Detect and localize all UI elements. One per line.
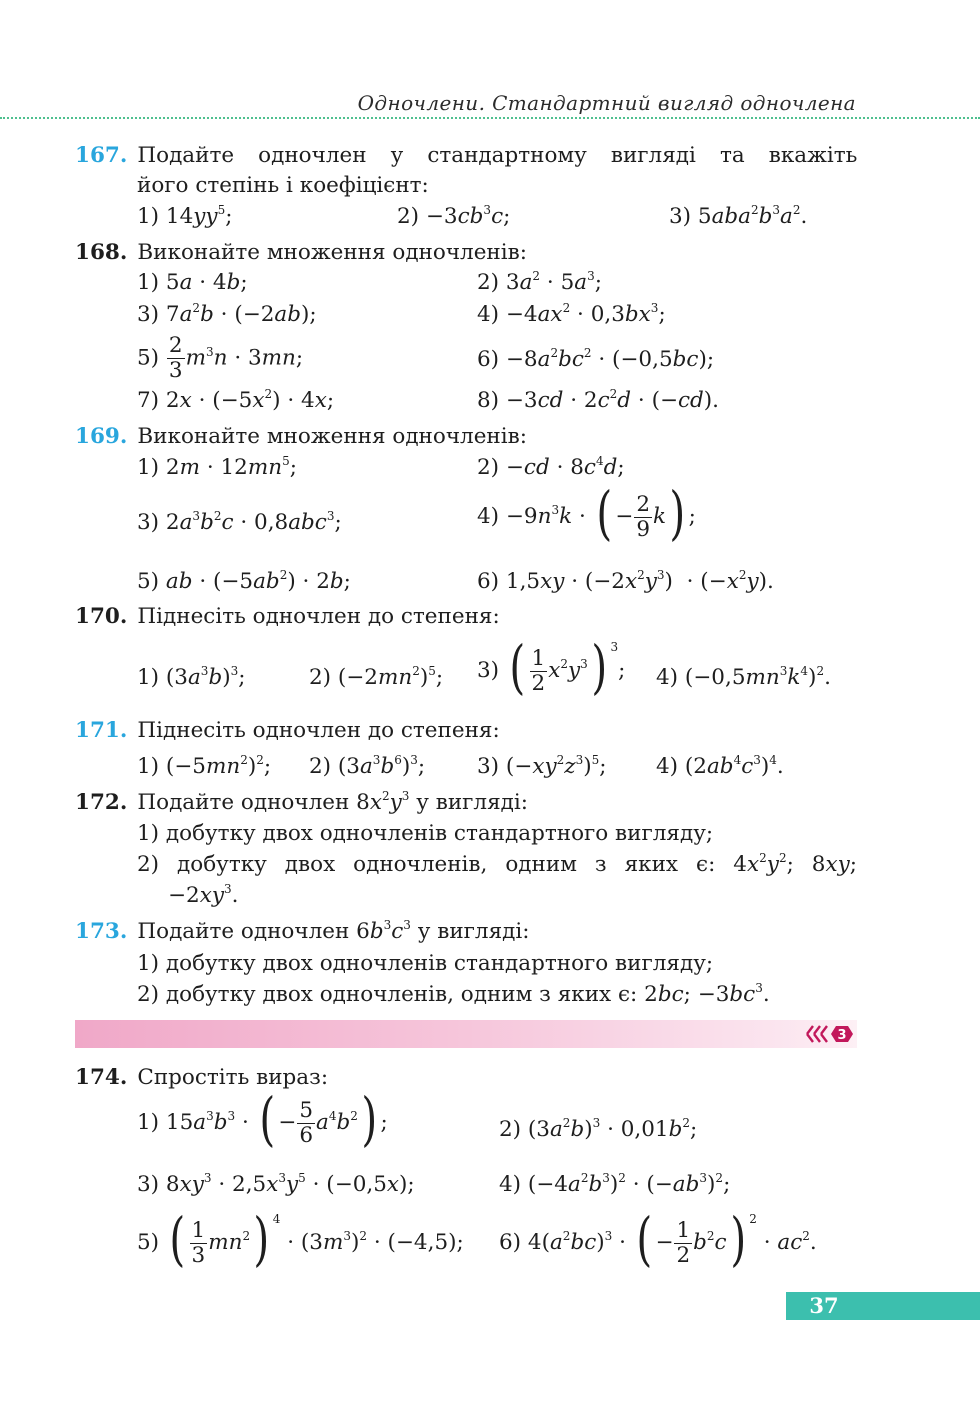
- level-3-badge-icon: [803, 1023, 855, 1045]
- task-171-1: 1) $(-5mn^2)^2$;: [137, 753, 272, 779]
- task-168-7: 7) $2x \cdot (-5x^2) \cdot 4x$;: [137, 387, 335, 413]
- exercise-number: 167.: [75, 143, 128, 168]
- task-168-4: $4) -4ax^2 \cdot 0,3bx^3$;: [477, 301, 666, 327]
- exercise-text: Піднесіть одночлен до степеня:: [137, 718, 500, 743]
- difficulty-level-bar: [75, 1020, 857, 1048]
- exercise-text-post: у вигляді:: [417, 919, 530, 944]
- task-167-3: 3) $5aba^2b^3a^2$.: [669, 203, 808, 229]
- task-174-1: 1) $15a^3b^3$ · ( − $\frac{5}{6}$ $a^4b^2$) ;: [137, 1085, 388, 1153]
- exercise-173: 173. Подайте одночлен $6b^3c^3$ у вигляді:: [75, 917, 530, 949]
- exercise-169: [75, 422, 527, 452]
- task-174-2: 2) $(3a^2b)^3 \cdot 0,01b^2$;: [499, 1116, 698, 1142]
- task-172-2-cont: $-2xy^3$.: [168, 882, 239, 908]
- page-number: 37: [809, 1293, 839, 1318]
- task-174-6: 6) $4(a^2bc)^3$ · ( − $\frac{1}{2}$ $b^2c$) $^2 \cdot ac^2$.: [499, 1205, 817, 1273]
- exercise-text-post: у вигляді:: [416, 790, 528, 815]
- task-173-2: 2) добутку двох одночленів, одним з яких є: 2bc; $-3bc^3$.: [137, 981, 770, 1007]
- task-168-1: 1) 5a · 4b;: [137, 270, 248, 295]
- exercise-text: Піднесіть одночлен до степеня:: [137, 604, 500, 629]
- task-174-4: 4) $(-4a^2b^3)^2 \cdot (-ab^3)^2$;: [499, 1171, 731, 1197]
- task-168-8: $8) -3cd \cdot 2c^2d \cdot (-cd)$.: [477, 387, 720, 413]
- exercise-171: [75, 716, 500, 746]
- running-head: Одночлени. Стандартний вигляд одночлена: [357, 91, 856, 115]
- exercise-text: Виконайте множення одночленів:: [137, 240, 527, 265]
- exercise-174: [75, 1063, 328, 1093]
- exercise-number: 172.: [75, 790, 128, 815]
- exercise-text: Подайте одночлен: [137, 790, 350, 815]
- task-171-3: 3) $(-xy^2z^3)^5$;: [477, 753, 607, 779]
- exercise-text-cont: його степінь і коефіцієнт:: [137, 173, 429, 198]
- task-168-3: 3) $7a^2b \cdot (-2ab)$;: [137, 301, 317, 327]
- exercise-170: [75, 602, 500, 632]
- task-172-1: 1) добутку двох одночленів стандартного вигляду;: [137, 821, 714, 846]
- task-168-2: 2) $3a^2 \cdot 5a^3$;: [477, 269, 602, 295]
- task-173-1: 1) добутку двох одночленів стандартного вигляду;: [137, 951, 714, 976]
- task-169-5: 5) ab · $(-5ab^2) \cdot 2b$;: [137, 568, 351, 594]
- task-173-2-text: 2) добутку двох одночленів, одним з яких є:: [137, 982, 638, 1007]
- task-169-3: 3) $2a^3b^2c \cdot 0,8abc^3$;: [137, 509, 342, 535]
- task-169-2: $2) -cd \cdot 8c^4d$;: [477, 454, 625, 480]
- exercise-text: Подайте одночлен у стандартному вигляді та вкажіть: [137, 143, 858, 168]
- exercise-168: [75, 238, 527, 268]
- task-174-3: 3) $8xy^3 \cdot 2,5x^3y^5 \cdot (-0,5x)$;: [137, 1171, 415, 1197]
- task-170-3: 3) ( $\frac{1}{2}$ $x^2y^3$) $^3$;: [477, 633, 626, 701]
- task-170-4: 4) $(-0,5mn^3k^4)^2$.: [656, 664, 831, 690]
- task-169-1: 1) $2m \cdot 12mn^5$;: [137, 454, 297, 480]
- task-167-2: $2) -3cb^3c$;: [397, 203, 511, 229]
- exercise-number: 173.: [75, 919, 128, 944]
- exercise-number: 169.: [75, 424, 128, 449]
- task-172-2: 2) добутку двох одночленів, одним з яких є: $4x^2y^2$; 8xy;: [137, 851, 858, 877]
- task-170-1: 1) $(3a^3b)^3$;: [137, 664, 246, 690]
- task-174-5: 5) ( $\frac{1}{3}$ $mn^2$) $^4 \cdot (3m^3)^2 \cdot (-4,5)$;: [137, 1205, 464, 1273]
- task-172-2-text: 2) добутку двох одночленів, одним з яких є:: [137, 852, 716, 877]
- exercise-number: 171.: [75, 718, 128, 743]
- header-rule: [0, 117, 980, 119]
- task-171-2: 2) $(3a^3b^6)^3$;: [309, 753, 426, 779]
- exercise-number: 168.: [75, 240, 128, 265]
- exercise-text: Спростіть вираз:: [137, 1065, 329, 1090]
- task-168-6: $6) -8a^2bc^2 \cdot (-0,5bc)$;: [477, 346, 715, 372]
- exercise-number: 170.: [75, 604, 128, 629]
- task-170-2: 2) $(-2mn^2)^5$;: [309, 664, 444, 690]
- task-169-4: $4) -9n^3k$ · ( − $\frac{2}{9}$ k) ;: [477, 479, 696, 547]
- task-167-1: 1) $14yy^5$;: [137, 203, 233, 229]
- level-badge-number: 3: [837, 1028, 847, 1043]
- exercise-number: 174.: [75, 1065, 128, 1090]
- exercise-167: [75, 141, 857, 171]
- task-169-6: 6) $1,5xy \cdot (-2x^2y^3) \cdot (-x^2y)$.: [477, 568, 774, 594]
- exercise-text: Подайте одночлен: [137, 919, 350, 944]
- task-168-5: 5) $\frac{2}{3}$ $m^3n \cdot 3mn$;: [137, 333, 304, 383]
- task-171-4: 4) $(2ab^4c^3)^4$.: [656, 753, 784, 779]
- exercise-text: Виконайте множення одночленів:: [137, 424, 527, 449]
- exercise-172: 172. Подайте одночлен $8x^2y^3$ у вигляді:: [75, 788, 528, 820]
